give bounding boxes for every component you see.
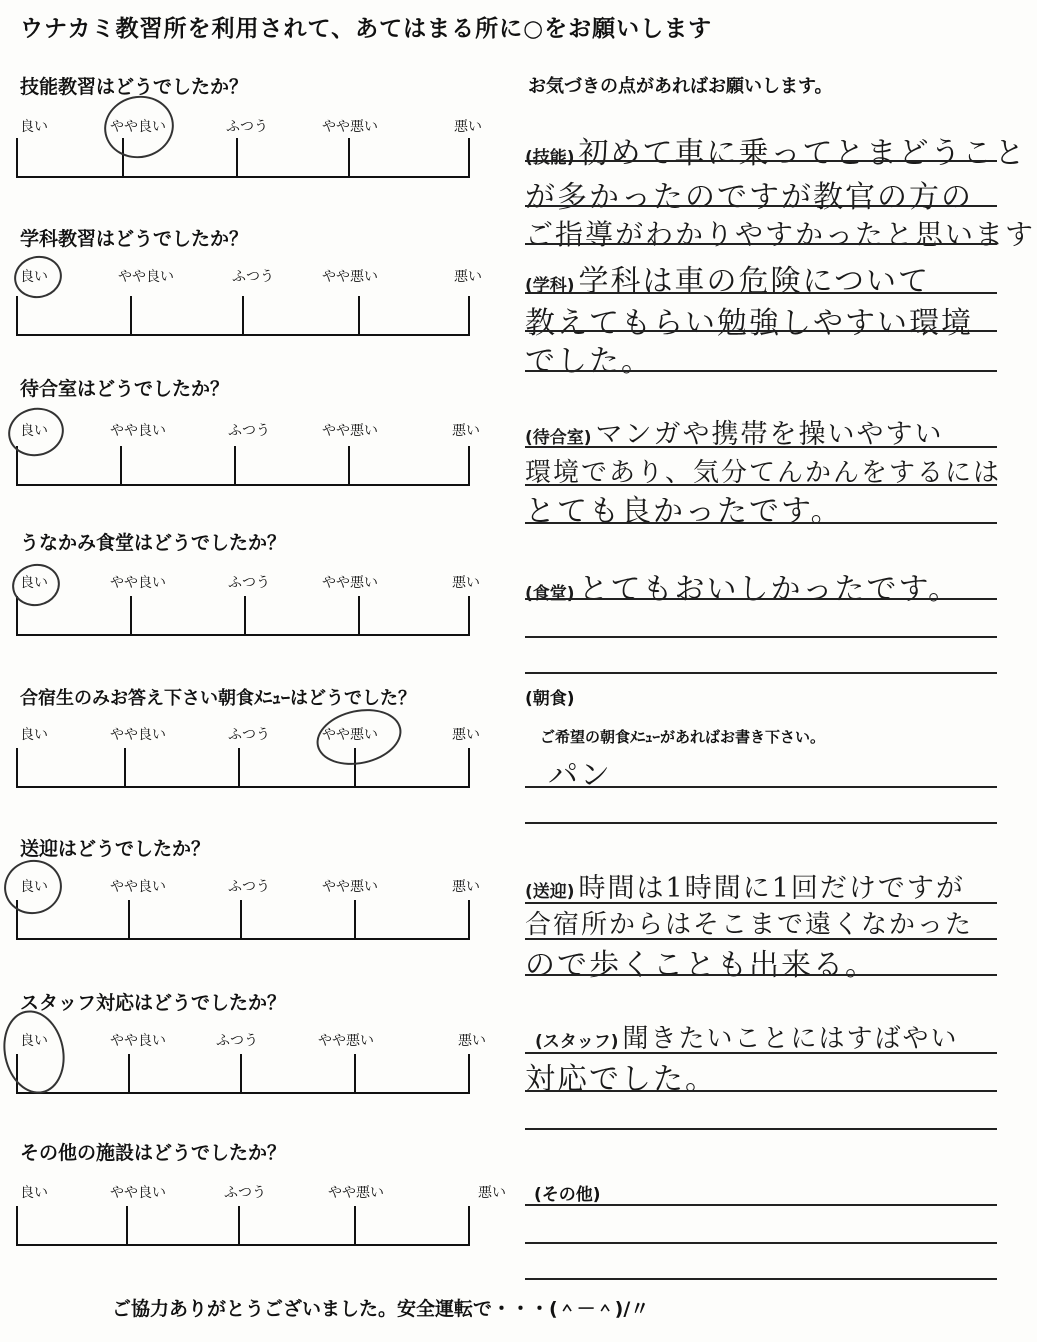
selection-circle [10,251,66,302]
rating-scale-shuttle[interactable] [16,900,470,940]
scale-label-bad: 悪い [452,423,480,439]
scale-labels [18,116,498,136]
scale-label-bad: 悪い [452,575,480,591]
rating-scale-cafeteria[interactable] [16,596,470,636]
comments-heading: お気づきの点があればお願いします。 [528,76,833,97]
scale-label-fairly-good: やや良い [110,423,166,439]
comment-lecture-line3: でした。 [525,344,653,379]
scale-label-good: 良い [20,1185,48,1201]
footer-thanks: ご協力ありがとうございました。安全運転で・・・(＾－＾)/〃 [112,1298,650,1320]
scale-label-bad: 悪い [454,119,482,135]
scale-label-fairly-bad: やや悪い [322,119,378,135]
scale-label-average: ふつう [228,423,270,439]
comment-breakfast[interactable]: パン [548,758,612,793]
scale-label-fairly-bad: やや悪い [322,727,378,743]
question-skill: 技能教習はどうでしたか？ [20,76,249,98]
comment-shuttle[interactable]: (送迎) 時間は1時間に1回だけですが [525,873,965,904]
scale-labels [18,1030,498,1050]
scale-label-average: ふつう [226,119,268,135]
rating-scale-lecture[interactable] [16,296,470,336]
scale-label-bad: 悪い [458,1033,486,1049]
scale-label-fairly-good: やや良い [110,1033,166,1049]
comment-staff[interactable]: (スタッフ) 聞きたいことにはすばやい [535,1024,959,1054]
scale-label-average: ふつう [228,575,270,591]
page-title: ウナカミ教習所を利用されて、あてはまる所に○をお願いします [20,16,713,42]
rating-scale-skill[interactable] [16,138,470,178]
scale-label-average: ふつう [232,269,274,285]
question-breakfast: 合宿生のみお答え下さい朝食ﾒﾆｭｰはどうでした？ [20,688,416,709]
scale-label-fairly-bad: やや悪い [318,1033,374,1049]
rating-scale-waiting-room[interactable] [16,446,470,486]
scale-labels [18,724,498,744]
comment-other-tag: (その他) [534,1185,601,1205]
scale-label-fairly-bad: やや悪い [322,879,378,895]
scale-label-fairly-bad: やや悪い [322,423,378,439]
rating-scale-other-facilities[interactable] [16,1206,470,1246]
comment-waiting-room-line2: 環境であり、気分てんかんをするには [525,458,1002,488]
comment-staff-line2: 対応でした。 [525,1062,717,1097]
scale-label-good: 良い [20,575,48,591]
scale-label-good: 良い [20,423,48,439]
scale-label-good: 良い [20,879,48,895]
scale-label-fairly-good: やや良い [110,727,166,743]
scale-labels [18,266,498,286]
rating-scale-breakfast[interactable] [16,748,470,788]
comment-skill-line3: ご指導がわかりやすかったと思います [525,218,1036,251]
question-shuttle: 送迎はどうでしたか？ [20,838,211,860]
comment-skill-line2: が多かったのですが教官の方の [525,180,973,215]
scale-label-average: ふつう [224,1185,266,1201]
scale-label-fairly-good: やや良い [118,269,174,285]
scale-label-good: 良い [20,269,48,285]
scale-label-fairly-good: やや良い [110,575,166,591]
scale-label-fairly-bad: やや悪い [322,269,378,285]
scale-labels [18,420,498,440]
scale-label-good: 良い [20,727,48,743]
scale-label-good: 良い [20,119,48,135]
scale-labels [18,876,498,896]
scale-label-bad: 悪い [454,269,482,285]
comment-waiting-room-line3: とても良かったです。 [525,494,843,529]
scale-label-fairly-bad: やや悪い [322,575,378,591]
question-lecture: 学科教習はどうでしたか？ [20,228,249,250]
rating-scale-staff[interactable] [16,1054,470,1094]
scale-label-bad: 悪い [452,879,480,895]
scale-label-bad: 悪い [478,1185,506,1201]
comment-lecture-line2: 教えてもらい勉強しやすい環境 [525,306,973,341]
question-waiting-room: 待合室はどうでしたか？ [20,378,230,400]
scale-label-average: ふつう [216,1033,258,1049]
scale-label-fairly-good: やや良い [110,879,166,895]
breakfast-request-note: ご希望の朝食ﾒﾆｭｰがあればお書き下さい。 [540,728,826,746]
scale-label-fairly-good: やや良い [110,1185,166,1201]
question-staff: スタッフ対応はどうでしたか？ [20,992,287,1014]
comment-shuttle-line3: ので歩くことも出来る。 [525,948,877,983]
comment-lecture[interactable]: (学科) 学科は車の危険について [525,264,930,299]
comment-waiting-room[interactable]: (待合室) マンガや携帯を操いやすい [525,419,944,450]
question-cafeteria: うなかみ食堂はどうでしたか？ [20,532,287,554]
comment-skill[interactable]: (技能) 初めて車に乗ってとまどうこと [525,136,1027,171]
scale-label-bad: 悪い [452,727,480,743]
scale-label-average: ふつう [228,879,270,895]
question-other-facilities: その他の施設はどうでしたか？ [20,1142,287,1164]
scale-label-fairly-bad: やや悪い [328,1185,384,1201]
comment-cafeteria[interactable]: (食堂) とてもおいしかったです。 [525,572,961,607]
scale-labels [18,572,498,592]
comment-breakfast-tag: (朝食) [525,689,575,709]
scale-label-fairly-good: やや良い [110,119,166,135]
scale-label-average: ふつう [228,727,270,743]
comment-shuttle-line2: 合宿所からはそこまで遠くなかった [525,910,974,940]
scale-label-good: 良い [20,1033,48,1049]
scale-labels [18,1182,506,1202]
